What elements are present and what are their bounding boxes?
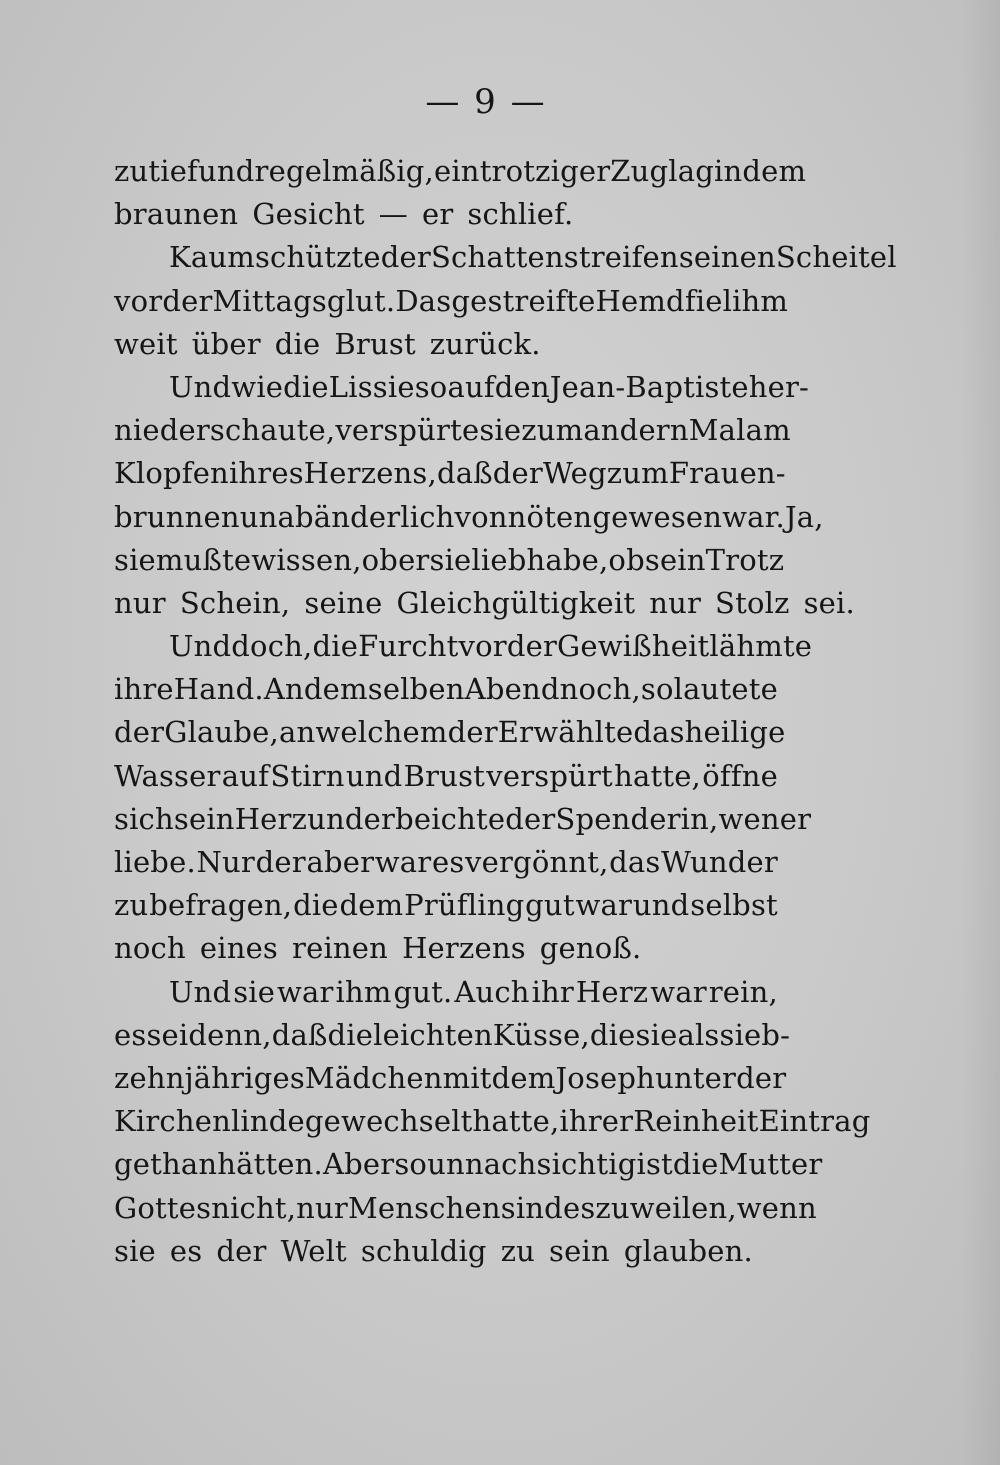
text-line — [114, 193, 778, 236]
word: Ja, — [784, 499, 824, 534]
word: die — [312, 629, 359, 664]
word: Welt — [280, 1233, 347, 1268]
word: er — [421, 197, 454, 232]
word: Wunder — [661, 845, 778, 879]
word: und — [345, 758, 403, 793]
page-number: — 9 — — [425, 82, 547, 122]
word: zehnjähriges — [114, 1060, 305, 1095]
page-edge-shadow — [960, 0, 1000, 1465]
word: nöten — [507, 499, 593, 534]
word: der — [447, 715, 498, 750]
word: gut — [525, 888, 575, 923]
text-line — [114, 1187, 817, 1230]
word: daß — [436, 456, 493, 491]
text-line — [114, 884, 778, 927]
word: ob — [608, 542, 645, 577]
word: wie — [231, 369, 284, 404]
word: hatte, — [472, 1104, 560, 1139]
word: der — [216, 1233, 267, 1268]
word: so — [394, 1147, 428, 1182]
text-line — [114, 1100, 871, 1143]
word: zum — [521, 413, 584, 448]
word: auf — [221, 758, 270, 793]
word: Zug — [610, 154, 669, 188]
word: unabänderlich — [239, 499, 455, 534]
word: beichte — [395, 801, 506, 836]
word: Trotz — [705, 542, 785, 577]
word: seinen — [678, 240, 776, 275]
word: wen — [718, 801, 780, 836]
word: der — [255, 845, 306, 879]
word: Hand. — [173, 672, 264, 707]
word: Mutter — [718, 1147, 823, 1182]
word: Herz — [575, 974, 649, 1009]
word: war — [374, 845, 432, 879]
text-line — [114, 1057, 787, 1100]
word: nur — [649, 585, 702, 620]
word: Frauen- — [668, 456, 786, 491]
word: unter — [655, 1060, 737, 1095]
word: An — [263, 672, 304, 707]
word: denn, — [188, 1017, 272, 1052]
word: heilige — [684, 715, 786, 750]
word: Herzens — [402, 931, 526, 966]
word: der — [380, 240, 431, 275]
word: er — [398, 542, 430, 577]
word: fiel — [684, 283, 733, 318]
text-line — [114, 668, 778, 711]
text-line — [114, 539, 785, 582]
text-line — [114, 1014, 791, 1057]
word: gewesen — [592, 499, 723, 534]
word: gut. — [393, 974, 453, 1009]
word: leichten — [373, 1017, 493, 1052]
word: lautete — [673, 672, 778, 707]
word: Kirchenlinde — [114, 1104, 305, 1139]
word: sein — [644, 542, 706, 577]
word: auf — [447, 369, 495, 404]
word: Jean-Baptiste — [549, 369, 749, 404]
word: sie — [479, 413, 522, 448]
word: mußte — [155, 542, 252, 577]
word: Abend — [464, 672, 560, 707]
word: habe, — [526, 542, 609, 577]
word: mit — [442, 1060, 492, 1095]
word: der — [506, 629, 558, 664]
text-line — [114, 452, 786, 495]
word: zum — [606, 456, 669, 491]
word: sind — [500, 1190, 563, 1225]
word: sie — [114, 542, 156, 577]
word: war — [650, 974, 707, 1009]
word: ein — [433, 154, 480, 188]
word: es — [431, 845, 465, 879]
text-line — [114, 971, 778, 1014]
word: seine — [304, 585, 383, 620]
word: Mädchen — [304, 1060, 443, 1095]
word: so — [640, 672, 674, 707]
word: lag — [668, 154, 714, 188]
word: eines — [199, 931, 279, 966]
word: Wasser — [114, 758, 221, 793]
word: öffne — [702, 758, 778, 793]
word: weit — [114, 326, 178, 361]
word: wissen, — [251, 542, 362, 577]
word: so — [414, 369, 448, 404]
word: und — [197, 154, 255, 188]
word: Und — [169, 974, 232, 1009]
word: das — [609, 845, 661, 879]
word: daß — [271, 1017, 328, 1052]
word: von — [454, 499, 508, 534]
word: Herz — [234, 801, 308, 836]
text-line — [114, 366, 810, 409]
text-line — [114, 409, 791, 452]
word: demselben — [303, 672, 465, 707]
word: befragen, — [149, 888, 293, 923]
word: Stolz — [715, 585, 790, 620]
word: Aber — [322, 1147, 395, 1182]
word: Eintrag — [758, 1104, 871, 1139]
word: es — [114, 1017, 147, 1052]
word: Gewißheit — [557, 629, 710, 664]
word: Glaube, — [164, 715, 279, 750]
text-line — [114, 1230, 778, 1273]
word: er — [363, 801, 396, 836]
text-line — [114, 841, 778, 884]
word: die — [293, 888, 339, 923]
word: vor — [458, 629, 507, 664]
word: Herzens, — [303, 456, 437, 491]
word: die — [672, 1147, 719, 1182]
text-line — [114, 711, 786, 754]
word: zu — [500, 1233, 536, 1268]
word: Hemd — [595, 283, 685, 318]
word: Furcht — [358, 629, 459, 664]
word: der — [114, 715, 165, 750]
word: lähmte — [709, 629, 813, 664]
word: ihr — [531, 974, 574, 1009]
word: Stirn — [270, 758, 345, 793]
word: ihm — [335, 974, 392, 1009]
text-line — [114, 280, 789, 323]
word: sei — [146, 1017, 189, 1052]
word: die — [327, 1017, 374, 1052]
word: liebe. — [114, 845, 196, 879]
word: zu — [114, 888, 149, 923]
word: braunen — [114, 197, 239, 232]
word: Schattenstreifen — [430, 240, 679, 275]
word: verspürt — [486, 758, 613, 793]
word: lieb — [471, 542, 527, 577]
word: Gesicht — [252, 197, 365, 232]
word: ist — [636, 1147, 673, 1182]
word: trotziger — [479, 154, 611, 188]
word: Lissie — [328, 369, 415, 404]
word: und — [632, 888, 690, 923]
word: Spenderin, — [555, 801, 719, 836]
word: sein — [549, 1233, 610, 1268]
word: noch — [114, 931, 186, 966]
word: sei. — [803, 585, 855, 620]
word: brunnen — [114, 499, 240, 534]
word: Brust — [403, 758, 486, 793]
word: in — [714, 154, 743, 188]
word: schlief. — [467, 197, 574, 232]
word: Das — [395, 283, 452, 318]
word: der — [162, 283, 213, 318]
word: Scheitel — [775, 240, 897, 275]
word: Weg — [542, 456, 607, 491]
word: hatte, — [614, 758, 701, 793]
word: zuweilen, — [595, 1190, 737, 1225]
word: nicht, — [211, 1190, 297, 1225]
word: sich — [114, 801, 174, 836]
word: dem — [491, 1060, 556, 1095]
word: Gottes — [114, 1190, 212, 1225]
word: Kaum — [169, 240, 255, 275]
word: es — [169, 1233, 203, 1268]
word: her- — [748, 369, 810, 404]
word: dem — [742, 154, 807, 188]
text-line — [114, 582, 855, 625]
word: über — [191, 326, 261, 361]
word: Gleichgültigkeit — [396, 585, 636, 620]
text-line — [114, 755, 778, 798]
word: sie — [114, 1233, 156, 1268]
word: Menschen — [347, 1190, 501, 1225]
word: der — [492, 456, 543, 491]
word: gethan — [114, 1147, 218, 1182]
word: die — [274, 326, 321, 361]
word: am — [745, 413, 791, 448]
word: die — [589, 1017, 636, 1052]
word: und — [307, 801, 364, 836]
word: Küsse, — [492, 1017, 590, 1052]
word: zu — [114, 154, 149, 188]
word: er — [779, 801, 812, 836]
word: tief — [148, 154, 198, 188]
word: verspürte — [335, 413, 480, 448]
word: genoß. — [539, 931, 642, 966]
word: Schein, — [179, 585, 291, 620]
word: es — [562, 1190, 596, 1225]
text-line — [114, 323, 778, 366]
word: Und — [169, 369, 232, 404]
word: ihm — [732, 283, 789, 318]
word: sein — [173, 801, 235, 836]
word: Joseph — [555, 1060, 656, 1095]
word: Erwählte — [497, 715, 634, 750]
word: — — [378, 197, 408, 232]
word: aber — [306, 845, 375, 879]
word: hätten. — [217, 1147, 323, 1182]
word: schuldig — [360, 1233, 487, 1268]
word: war — [277, 974, 334, 1009]
word: der — [505, 801, 556, 836]
word: doch, — [231, 629, 313, 664]
word: sie — [233, 974, 276, 1009]
word: gestreifte — [451, 283, 596, 318]
word: sieb- — [719, 1017, 791, 1052]
word: Auch — [454, 974, 530, 1009]
word: glauben. — [623, 1233, 753, 1268]
text-line — [114, 1143, 823, 1186]
text-line — [114, 798, 812, 841]
word: unnachsichtig — [427, 1147, 637, 1182]
word: Prüfling — [404, 888, 525, 923]
word: reinen — [292, 931, 389, 966]
word: Klopfen — [114, 456, 229, 491]
text-line — [114, 625, 813, 668]
word: vergönnt, — [465, 845, 609, 879]
word: vor — [114, 283, 163, 318]
word: die — [283, 369, 329, 404]
text-line — [114, 927, 778, 970]
word: nur — [296, 1190, 348, 1225]
word: Und — [169, 629, 232, 664]
word: schützte — [254, 240, 381, 275]
word: welchem — [315, 715, 448, 750]
word: war. — [722, 499, 785, 534]
word: ihrer — [559, 1104, 634, 1139]
word: regelmäßig, — [254, 154, 434, 188]
word: zurück. — [429, 326, 541, 361]
word: dem — [339, 888, 404, 923]
word: war — [575, 888, 633, 923]
text-line — [114, 236, 897, 279]
word: selbst — [690, 888, 778, 923]
word: rein, — [708, 974, 778, 1009]
word: nur — [114, 585, 166, 620]
word: als — [677, 1017, 720, 1052]
text-line — [114, 150, 807, 193]
word: der — [736, 1060, 787, 1095]
body-text — [114, 150, 897, 1273]
word: Mittagsglut. — [212, 283, 396, 318]
word: noch, — [559, 672, 641, 707]
word: sie — [429, 542, 472, 577]
word: Brust — [334, 326, 416, 361]
word: Mal — [688, 413, 746, 448]
word: andern — [583, 413, 689, 448]
word: ihres — [228, 456, 304, 491]
word: sie — [635, 1017, 678, 1052]
word: Reinheit — [633, 1104, 759, 1139]
word: Nur — [196, 845, 255, 879]
word: wenn — [736, 1190, 817, 1225]
word: das — [633, 715, 685, 750]
text-line — [114, 496, 824, 539]
word: niederschaute, — [114, 413, 336, 448]
word: gewechselt — [304, 1104, 473, 1139]
word: an — [278, 715, 316, 750]
word: ob — [361, 542, 399, 577]
word: den — [494, 369, 550, 404]
word: ihre — [114, 672, 174, 707]
